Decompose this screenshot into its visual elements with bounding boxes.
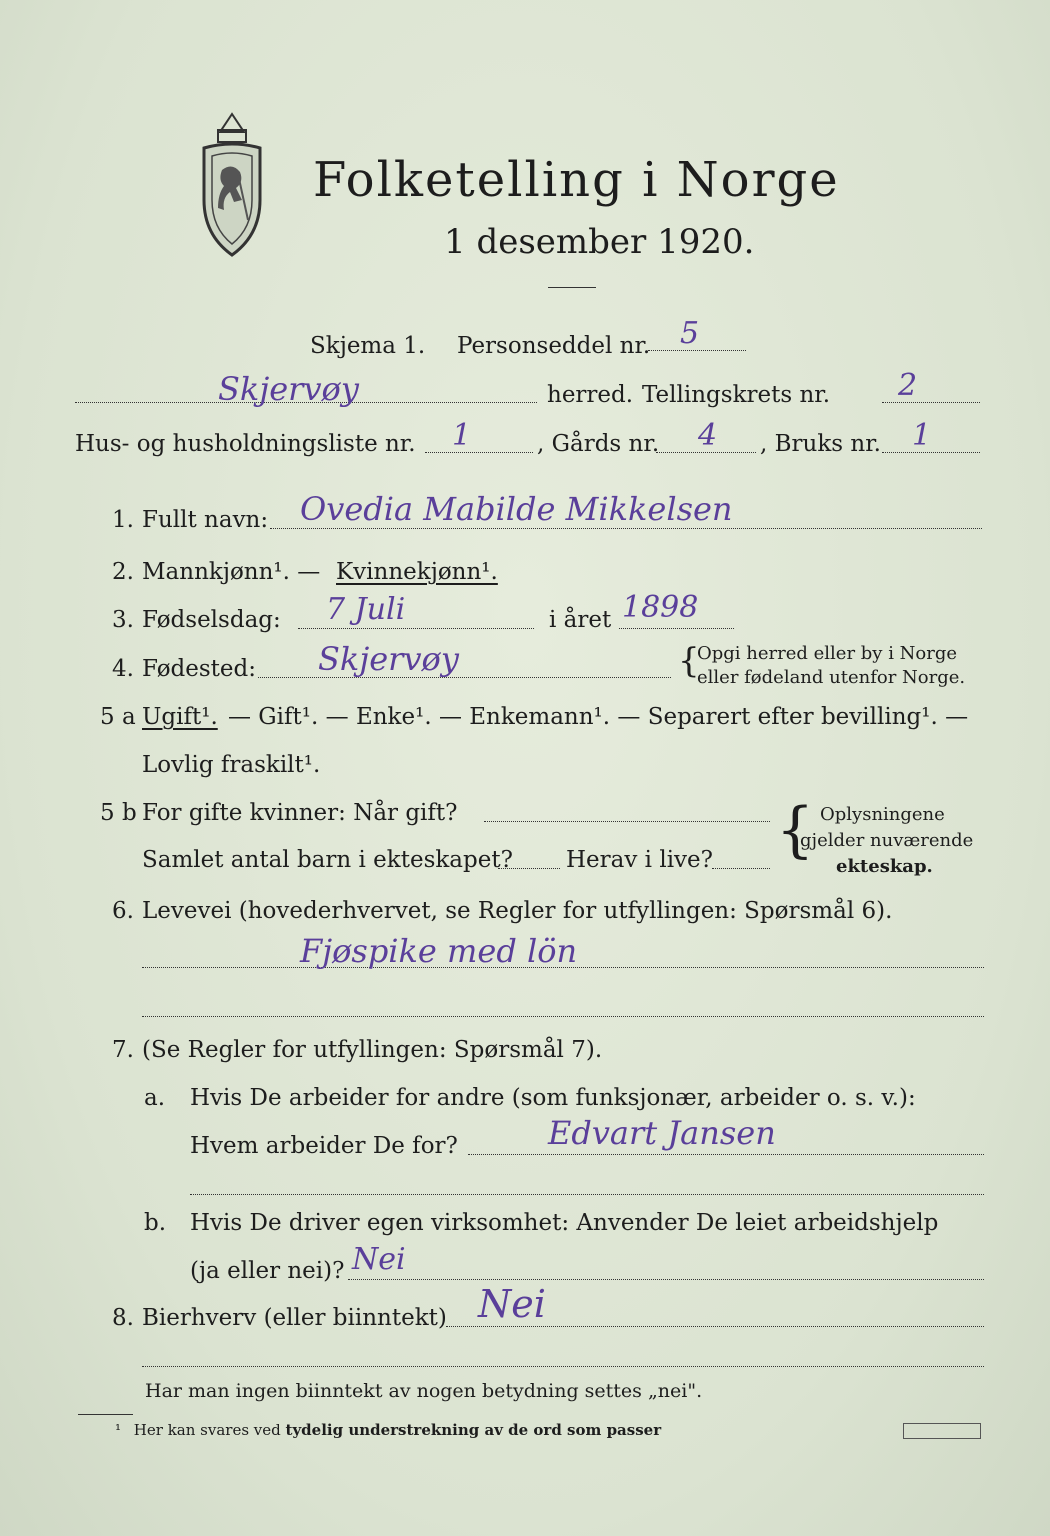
q7a-number: a. — [144, 1085, 166, 1111]
tellingskrets-label: Tellingskrets nr. — [642, 382, 831, 408]
side-income-value: Nei — [478, 1282, 546, 1326]
footnote-text: Her kan svares ved — [133, 1421, 281, 1439]
hired-help-value: Nei — [352, 1242, 406, 1277]
herred-value: Skjervøy — [218, 370, 359, 408]
q6-label: Levevei (hovederhvervet, se Regler for utfyllingen: Spørsmål 6). — [142, 898, 893, 924]
gender-male-option: Mannkjønn¹. — — [142, 559, 321, 585]
title-divider — [548, 287, 596, 288]
employer-line2 — [190, 1194, 984, 1195]
employer-label: Hvem arbeider De for? — [190, 1133, 458, 1159]
q7-number: 7. — [112, 1037, 134, 1063]
footnote-divider — [78, 1414, 133, 1415]
q3-number: 3. — [112, 607, 134, 633]
q6-number: 6. — [112, 898, 134, 924]
children-total-label: Samlet antal barn i ekteskapet? — [142, 847, 513, 873]
personseddel-value: 5 — [680, 316, 700, 351]
married-when-line — [484, 821, 770, 822]
herred-label: herred. — [547, 382, 634, 408]
married-when-label: For gifte kvinner: Når gift? — [142, 800, 458, 826]
marriage-note-line2: gjelder nuværende — [800, 830, 974, 851]
q2-number: 2. — [112, 559, 134, 585]
hus-line — [425, 452, 533, 453]
year-label: i året — [549, 607, 612, 633]
hired-help-line — [348, 1279, 984, 1280]
year-value: 1898 — [622, 590, 699, 625]
skjema-label: Skjema 1. — [310, 333, 426, 359]
hired-help-label: (ja eller nei)? — [190, 1258, 345, 1284]
gards-label: , Gårds nr. — [537, 431, 660, 457]
tellingskrets-value: 2 — [898, 368, 918, 403]
children-total-line — [498, 868, 560, 869]
employer-value: Edvart Jansen — [548, 1114, 776, 1152]
q8-label: Bierhverv (eller biinntekt) — [142, 1305, 447, 1331]
hus-label: Hus- og husholdningsliste nr. — [75, 431, 416, 457]
children-alive-label: Herav i live? — [566, 847, 713, 873]
occupation-line2 — [142, 1016, 984, 1017]
q4-label: Fødested: — [142, 656, 257, 682]
q8-number: 8. — [112, 1305, 134, 1331]
year-line — [619, 628, 734, 629]
footnote — [115, 1421, 661, 1439]
footnote-mark: ¹ — [115, 1421, 122, 1439]
children-alive-line — [712, 868, 770, 869]
footer-note: Har man ingen biinntekt av nogen betydning settes „nei". — [145, 1380, 703, 1402]
q7-label: (Se Regler for utfyllingen: Spørsmål 7). — [142, 1037, 603, 1063]
status-unmarried-option: Ugift¹. — [142, 704, 218, 730]
marriage-note-line1: Oplysningene — [820, 804, 945, 825]
gender-female-option: Kvinnekjønn¹. — [336, 559, 498, 585]
birthplace-note-brace: { — [678, 641, 700, 681]
q7b-label: Hvis De driver egen virksomhet: Anvender De leiet arbeidshjelp — [190, 1210, 939, 1236]
birthplace-value: Skjervøy — [318, 640, 459, 678]
q7a-label: Hvis De arbeider for andre (som funksjonær, arbeider o. s. v.): — [190, 1085, 916, 1111]
side-income-line2 — [142, 1366, 984, 1367]
q4-number: 4. — [112, 656, 134, 682]
q5a-number: 5 a — [100, 704, 136, 730]
gards-value: 4 — [698, 418, 718, 453]
marriage-note-brace: { — [776, 795, 815, 865]
status-divorced-option: Lovlig fraskilt¹. — [142, 752, 321, 778]
printer-stamp — [903, 1423, 981, 1439]
bruks-value: 1 — [912, 418, 932, 453]
q1-line — [270, 528, 982, 529]
personseddel-label: Personseddel nr. — [457, 333, 651, 359]
q7b-number: b. — [144, 1210, 167, 1236]
birthday-value: 7 Juli — [326, 592, 406, 627]
hus-value: 1 — [452, 418, 472, 453]
birthplace-note-line2: eller fødeland utenfor Norge. — [697, 667, 966, 688]
tellingskrets-line — [882, 402, 980, 403]
q1-number: 1. — [112, 507, 134, 533]
employer-line1 — [468, 1154, 984, 1155]
status-other-options: — Gift¹. — Enke¹. — Enkemann¹. — Separert efter bevilling¹. — — [228, 704, 969, 730]
full-name-value: Ovedia Mabilde Mikkelsen — [300, 490, 733, 528]
page-title: Folketelling i Norge — [313, 152, 840, 208]
footnote-bold-text: tydelig understrekning av de ord som passer — [285, 1421, 662, 1439]
side-income-line1 — [446, 1326, 984, 1327]
q5b-number: 5 b — [100, 800, 137, 826]
birthplace-note-line1: Opgi herred eller by i Norge — [697, 643, 958, 664]
q1-label: Fullt navn: — [142, 507, 269, 533]
q3-label: Fødselsdag: — [142, 607, 281, 633]
occupation-value: Fjøspike med lön — [300, 932, 578, 970]
bruks-label: , Bruks nr. — [760, 431, 881, 457]
coat-of-arms-icon — [190, 110, 275, 260]
birthday-line — [298, 628, 534, 629]
marriage-note-line3: ekteskap. — [836, 856, 933, 877]
census-date: 1 desember 1920. — [444, 222, 755, 262]
